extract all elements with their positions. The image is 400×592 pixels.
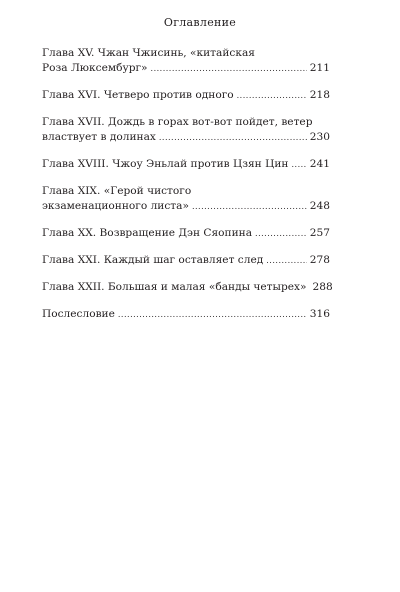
toc-entry-title: Глава XVIII. Чжоу Эньлай против Цзян Цин — [42, 158, 289, 170]
toc-entry-title: Послесловие — [42, 308, 115, 320]
toc-entry — [42, 253, 330, 268]
toc-entry-title: Роза Люксембург» — [42, 62, 148, 74]
toc-page-number: 316 — [309, 308, 330, 320]
toc-entry — [42, 88, 330, 103]
toc-page-number: 278 — [309, 254, 330, 266]
dot-leader — [291, 157, 306, 172]
toc-page-number: 288 — [312, 281, 333, 293]
toc-entry-title: Глава XXII. Большая и малая «банды четырех» — [42, 281, 307, 293]
dot-leader — [255, 226, 307, 241]
toc-entry-title-line: Глава XVII. Дождь в горах вот-вот пойдет, ветер — [42, 116, 313, 128]
toc-entry — [42, 115, 330, 145]
toc-page-number: 257 — [309, 227, 330, 239]
dot-leader — [118, 307, 307, 322]
toc-entry-title: Глава XXI. Каждый шаг оставляет след — [42, 254, 264, 266]
page-title: Оглавление — [163, 16, 237, 29]
toc-entry — [42, 46, 330, 76]
toc-entry-title-line: Глава XV. Чжан Чжисинь, «китайская — [42, 47, 255, 59]
dot-leader — [151, 61, 307, 76]
toc-entry-title: Глава XVI. Четверо против одного — [42, 89, 234, 101]
toc-page-number: 230 — [309, 131, 330, 143]
toc-page-number: 241 — [309, 158, 330, 170]
toc-entry — [42, 280, 333, 295]
toc-entry — [42, 184, 330, 214]
table-of-contents — [42, 46, 333, 334]
dot-leader — [159, 130, 307, 145]
toc-page-number: 218 — [309, 89, 330, 101]
toc-entry-title-line: Глава XIX. «Герой чистого — [42, 185, 192, 197]
toc-entry — [42, 226, 330, 241]
toc-page-number: 211 — [309, 62, 330, 74]
dot-leader — [266, 253, 307, 268]
toc-page-number: 248 — [309, 200, 330, 212]
toc-entry — [42, 307, 330, 322]
toc-entry-title: властвует в долинах — [42, 131, 156, 143]
dot-leader — [237, 88, 307, 103]
toc-entry — [42, 157, 330, 172]
toc-entry-title: Глава XX. Возвращение Дэн Сяопина — [42, 227, 253, 239]
toc-entry-title: экзаменационного листа» — [42, 200, 189, 212]
dot-leader — [192, 199, 307, 214]
